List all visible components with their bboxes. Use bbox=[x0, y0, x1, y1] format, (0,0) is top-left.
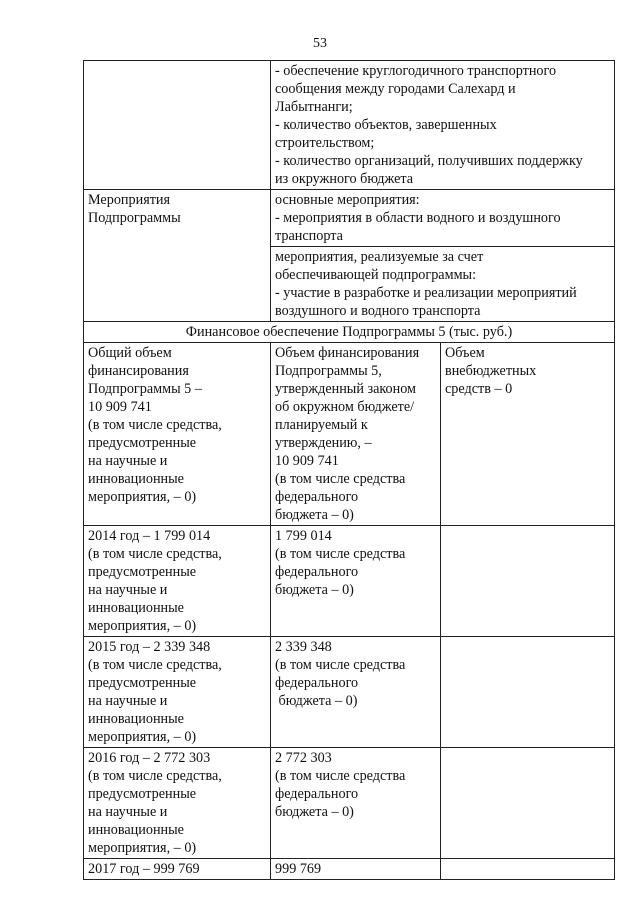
total-line: Общий объем bbox=[88, 345, 172, 361]
budget-line: 10 909 741 bbox=[275, 453, 339, 469]
indicators-cell bbox=[271, 61, 615, 190]
year-total-line: на научные и bbox=[88, 582, 168, 598]
year-budget-line: бюджета – 0) bbox=[275, 693, 358, 709]
year-budget-line: (в том числе средства bbox=[275, 657, 406, 673]
main-events-line: основные мероприятия: bbox=[275, 192, 420, 208]
budget-line: утвержденный законом bbox=[275, 381, 417, 397]
year-total-line: 2014 год – 1 799 014 bbox=[88, 528, 211, 544]
year-budget-line: (в том числе средства bbox=[275, 546, 406, 562]
year-total-line: на научные и bbox=[88, 693, 168, 709]
budget-line: федерального bbox=[275, 489, 359, 505]
year-total-line: инновационные bbox=[88, 822, 184, 838]
indicator-line: - обеспечение круглогодичного транспортного bbox=[275, 63, 557, 79]
budget-line: об окружном бюджете/ bbox=[275, 399, 415, 415]
main-events-line: - мероприятия в области водного и воздушного bbox=[275, 210, 561, 226]
total-line: мероприятия, – 0) bbox=[88, 489, 197, 505]
year-budget-line: 2 772 303 bbox=[275, 750, 332, 766]
support-events-line: мероприятия, реализуемые за счет bbox=[275, 249, 484, 265]
year-budget-line: федерального bbox=[275, 675, 359, 691]
year-budget-line: 2 339 348 bbox=[275, 639, 332, 655]
budget-funding-cell bbox=[271, 343, 441, 526]
indicator-line: из окружного бюджета bbox=[275, 171, 414, 187]
indicators-row bbox=[84, 61, 615, 190]
year-total-line: предусмотренные bbox=[88, 786, 197, 802]
total-line: предусмотренные bbox=[88, 435, 197, 451]
year-row-2017 bbox=[84, 859, 615, 880]
year-total-line: (в том числе средства, bbox=[88, 657, 222, 673]
indicator-line: строительством; bbox=[275, 135, 375, 151]
year-row-2016 bbox=[84, 748, 615, 859]
year-total-line: 2017 год – 999 769 bbox=[88, 861, 200, 877]
year-budget-line: (в том числе средства bbox=[275, 768, 406, 784]
year-total-line: (в том числе средства, bbox=[88, 768, 222, 784]
finance-header-row bbox=[84, 322, 615, 343]
year-budget-line: 1 799 014 bbox=[275, 528, 332, 544]
year-total-line: на научные и bbox=[88, 804, 168, 820]
support-events-cell bbox=[271, 247, 615, 322]
events-label-line: Подпрограммы bbox=[88, 210, 181, 226]
extra-line: Объем bbox=[445, 345, 485, 361]
finance-summary-row bbox=[84, 343, 615, 526]
indicator-line: Лабытнанги; bbox=[275, 99, 353, 115]
year-budget-cell bbox=[271, 526, 441, 637]
year-total-line: 2016 год – 2 772 303 bbox=[88, 750, 211, 766]
budget-line: Подпрограммы 5, bbox=[275, 363, 382, 379]
year-total-line: предусмотренные bbox=[88, 675, 197, 691]
year-extra-cell bbox=[441, 748, 615, 859]
support-events-line: - участие в разработке и реализации мероприятий bbox=[275, 285, 577, 301]
year-total-line: предусмотренные bbox=[88, 564, 197, 580]
year-row-2015 bbox=[84, 637, 615, 748]
events-label-cell bbox=[84, 190, 271, 322]
main-events-cell bbox=[271, 190, 615, 247]
year-total-cell bbox=[84, 637, 271, 748]
total-line: на научные и bbox=[88, 453, 168, 469]
year-budget-line: бюджета – 0) bbox=[275, 804, 354, 820]
year-total-line: 2015 год – 2 339 348 bbox=[88, 639, 211, 655]
extrabudget-funding-cell bbox=[441, 343, 615, 526]
year-budget-line: 999 769 bbox=[275, 861, 322, 877]
budget-line: утверждению, – bbox=[275, 435, 372, 451]
year-extra-cell bbox=[441, 526, 615, 637]
year-budget-cell bbox=[271, 748, 441, 859]
events-label-line: Мероприятия bbox=[88, 192, 171, 208]
indicator-line: сообщения между городами Салехард и bbox=[275, 81, 516, 97]
total-line: финансирования bbox=[88, 363, 189, 379]
budget-line: бюджета – 0) bbox=[275, 507, 354, 523]
year-row-2014 bbox=[84, 526, 615, 637]
extra-line: внебюджетных bbox=[445, 363, 537, 379]
indicators-label-cell bbox=[84, 61, 271, 190]
extra-line: средств – 0 bbox=[445, 381, 513, 397]
year-budget-cell bbox=[271, 859, 441, 880]
year-budget-line: федерального bbox=[275, 564, 359, 580]
total-line: (в том числе средства, bbox=[88, 417, 222, 433]
year-extra-cell bbox=[441, 637, 615, 748]
total-line: инновационные bbox=[88, 471, 184, 487]
year-extra-cell bbox=[441, 859, 615, 880]
support-events-line: воздушного и водного транспорта bbox=[275, 303, 481, 319]
year-total-line: мероприятия, – 0) bbox=[88, 729, 197, 745]
subprogram-passport-table bbox=[83, 60, 615, 880]
year-total-line: (в том числе средства, bbox=[88, 546, 222, 562]
support-events-line: обеспечивающей подпрограммы: bbox=[275, 267, 477, 283]
year-total-cell bbox=[84, 748, 271, 859]
year-total-line: инновационные bbox=[88, 711, 184, 727]
year-total-line: мероприятия, – 0) bbox=[88, 840, 197, 856]
finance-header: Финансовое обеспечение Подпрограммы 5 (тыс. руб.) bbox=[84, 322, 615, 343]
total-line: Подпрограммы 5 – bbox=[88, 381, 202, 397]
year-budget-line: федерального bbox=[275, 786, 359, 802]
main-events-line: транспорта bbox=[275, 228, 343, 244]
budget-line: планируемый к bbox=[275, 417, 368, 433]
year-total-line: мероприятия, – 0) bbox=[88, 618, 197, 634]
budget-line: Объем финансирования bbox=[275, 345, 420, 361]
year-total-line: инновационные bbox=[88, 600, 184, 616]
year-budget-cell bbox=[271, 637, 441, 748]
indicator-line: - количество организаций, получивших поддержку bbox=[275, 153, 583, 169]
page-number: 53 bbox=[313, 36, 327, 51]
total-funding-cell bbox=[84, 343, 271, 526]
year-budget-line: бюджета – 0) bbox=[275, 582, 354, 598]
total-line: 10 909 741 bbox=[88, 399, 152, 415]
events-row-main bbox=[84, 190, 615, 247]
year-total-cell bbox=[84, 526, 271, 637]
indicator-line: - количество объектов, завершенных bbox=[275, 117, 497, 133]
budget-line: (в том числе средства bbox=[275, 471, 406, 487]
year-total-cell bbox=[84, 859, 271, 880]
